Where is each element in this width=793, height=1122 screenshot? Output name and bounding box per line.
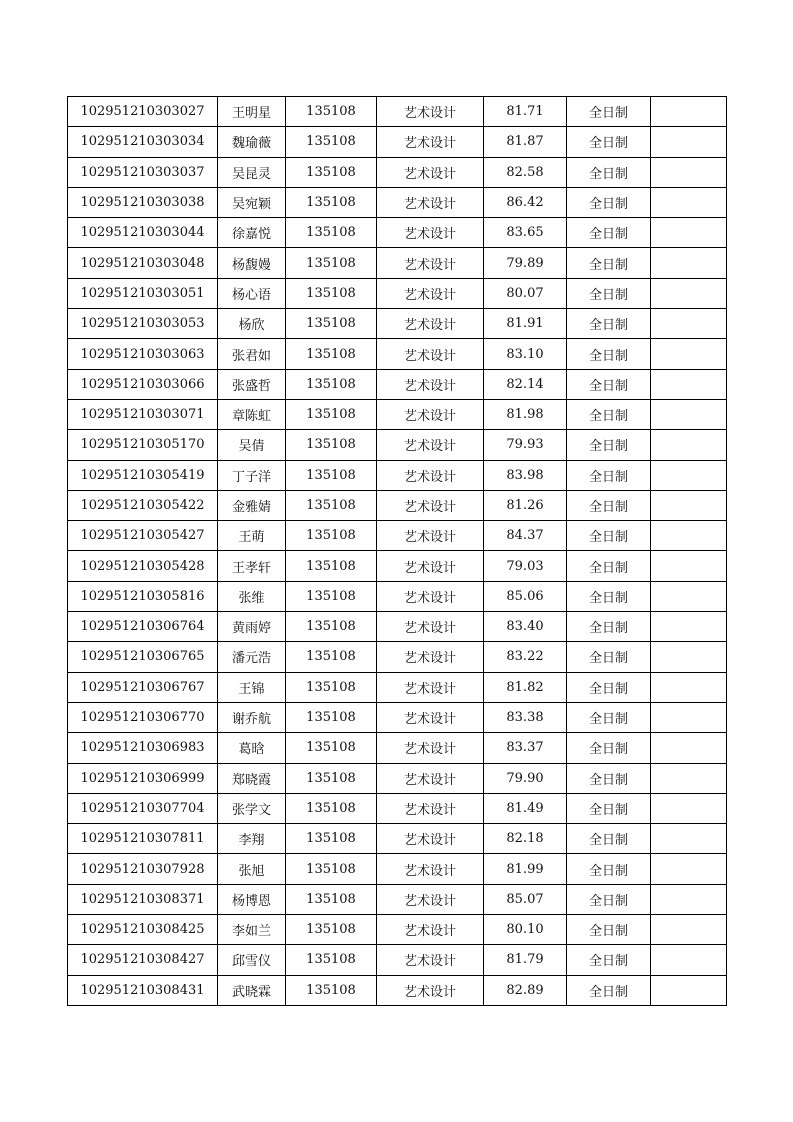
major-name-cell: 艺术设计 (377, 763, 484, 793)
major-name-cell: 艺术设计 (377, 157, 484, 187)
name-cell: 李翔 (218, 824, 286, 854)
exam-id-cell: 102951210308427 (68, 945, 218, 975)
exam-id-cell: 102951210303066 (68, 369, 218, 399)
score-cell: 79.89 (484, 248, 567, 278)
exam-id-cell: 102951210303034 (68, 127, 218, 157)
study-mode-cell: 全日制 (567, 278, 651, 308)
study-mode-cell: 全日制 (567, 551, 651, 581)
note-cell (651, 551, 727, 581)
name-cell: 李如兰 (218, 915, 286, 945)
major-code-cell: 135108 (286, 763, 377, 793)
name-cell: 金雅婧 (218, 490, 286, 520)
note-cell (651, 793, 727, 823)
major-name-cell: 艺术设计 (377, 248, 484, 278)
study-mode-cell: 全日制 (567, 581, 651, 611)
note-cell (651, 399, 727, 429)
exam-id-cell: 102951210306983 (68, 733, 218, 763)
score-cell: 81.82 (484, 672, 567, 702)
study-mode-cell: 全日制 (567, 854, 651, 884)
study-mode-cell: 全日制 (567, 733, 651, 763)
name-cell: 王萌 (218, 521, 286, 551)
exam-id-cell: 102951210305428 (68, 551, 218, 581)
major-code-cell: 135108 (286, 248, 377, 278)
score-cell: 83.22 (484, 642, 567, 672)
major-name-cell: 艺术设计 (377, 369, 484, 399)
score-cell: 81.79 (484, 945, 567, 975)
study-mode-cell: 全日制 (567, 127, 651, 157)
major-code-cell: 135108 (286, 369, 377, 399)
score-cell: 85.07 (484, 884, 567, 914)
score-cell: 79.93 (484, 430, 567, 460)
major-name-cell: 艺术设计 (377, 824, 484, 854)
study-mode-cell: 全日制 (567, 612, 651, 642)
table-row (68, 884, 727, 914)
major-code-cell: 135108 (286, 915, 377, 945)
note-cell (651, 884, 727, 914)
table-row (68, 733, 727, 763)
score-cell: 79.90 (484, 763, 567, 793)
table-row (68, 672, 727, 702)
major-name-cell: 艺术设计 (377, 642, 484, 672)
score-cell: 81.87 (484, 127, 567, 157)
major-code-cell: 135108 (286, 551, 377, 581)
major-name-cell: 艺术设计 (377, 612, 484, 642)
name-cell: 郑晓霞 (218, 763, 286, 793)
exam-id-cell: 102951210306764 (68, 612, 218, 642)
major-name-cell: 艺术设计 (377, 97, 484, 127)
name-cell: 谢乔航 (218, 702, 286, 732)
note-cell (651, 339, 727, 369)
note-cell (651, 581, 727, 611)
major-name-cell: 艺术设计 (377, 551, 484, 581)
note-cell (651, 369, 727, 399)
exam-id-cell: 102951210306765 (68, 642, 218, 672)
table-row (68, 824, 727, 854)
exam-id-cell: 102951210308431 (68, 975, 218, 1005)
table-row (68, 339, 727, 369)
exam-id-cell: 102951210306770 (68, 702, 218, 732)
exam-id-cell: 102951210308425 (68, 915, 218, 945)
major-name-cell: 艺术设计 (377, 521, 484, 551)
study-mode-cell: 全日制 (567, 490, 651, 520)
exam-id-cell: 102951210306999 (68, 763, 218, 793)
score-cell: 83.98 (484, 460, 567, 490)
study-mode-cell: 全日制 (567, 218, 651, 248)
major-name-cell: 艺术设计 (377, 127, 484, 157)
score-cell: 82.18 (484, 824, 567, 854)
major-code-cell: 135108 (286, 612, 377, 642)
major-code-cell: 135108 (286, 733, 377, 763)
table-row (68, 793, 727, 823)
note-cell (651, 672, 727, 702)
name-cell: 章陈虹 (218, 399, 286, 429)
table-row (68, 945, 727, 975)
exam-id-cell: 102951210308371 (68, 884, 218, 914)
study-mode-cell: 全日制 (567, 884, 651, 914)
note-cell (651, 733, 727, 763)
exam-id-cell: 102951210307928 (68, 854, 218, 884)
major-code-cell: 135108 (286, 218, 377, 248)
study-mode-cell: 全日制 (567, 187, 651, 217)
major-code-cell: 135108 (286, 278, 377, 308)
study-mode-cell: 全日制 (567, 369, 651, 399)
major-code-cell: 135108 (286, 430, 377, 460)
table-row (68, 975, 727, 1005)
major-code-cell: 135108 (286, 127, 377, 157)
table-row (68, 854, 727, 884)
major-code-cell: 135108 (286, 642, 377, 672)
note-cell (651, 490, 727, 520)
table-row (68, 399, 727, 429)
name-cell: 杨心语 (218, 278, 286, 308)
major-name-cell: 艺术设计 (377, 399, 484, 429)
exam-id-cell: 102951210303063 (68, 339, 218, 369)
score-cell: 83.40 (484, 612, 567, 642)
score-cell: 82.14 (484, 369, 567, 399)
major-code-cell: 135108 (286, 945, 377, 975)
note-cell (651, 309, 727, 339)
major-name-cell: 艺术设计 (377, 490, 484, 520)
major-name-cell: 艺术设计 (377, 945, 484, 975)
note-cell (651, 187, 727, 217)
major-name-cell: 艺术设计 (377, 854, 484, 884)
major-name-cell: 艺术设计 (377, 733, 484, 763)
name-cell: 吴宛颖 (218, 187, 286, 217)
major-name-cell: 艺术设计 (377, 884, 484, 914)
major-code-cell: 135108 (286, 854, 377, 884)
name-cell: 丁子洋 (218, 460, 286, 490)
score-cell: 81.49 (484, 793, 567, 823)
table-row (68, 278, 727, 308)
major-code-cell: 135108 (286, 97, 377, 127)
score-cell: 83.65 (484, 218, 567, 248)
study-mode-cell: 全日制 (567, 339, 651, 369)
note-cell (651, 157, 727, 187)
table-row (68, 915, 727, 945)
major-code-cell: 135108 (286, 157, 377, 187)
note-cell (651, 642, 727, 672)
score-cell: 84.37 (484, 521, 567, 551)
major-code-cell: 135108 (286, 884, 377, 914)
study-mode-cell: 全日制 (567, 399, 651, 429)
exam-id-cell: 102951210305427 (68, 521, 218, 551)
table-row (68, 612, 727, 642)
exam-id-cell: 102951210305816 (68, 581, 218, 611)
name-cell: 王锦 (218, 672, 286, 702)
note-cell (651, 430, 727, 460)
note-cell (651, 824, 727, 854)
major-name-cell: 艺术设计 (377, 218, 484, 248)
exam-id-cell: 102951210303044 (68, 218, 218, 248)
table-row (68, 430, 727, 460)
score-cell: 81.26 (484, 490, 567, 520)
major-name-cell: 艺术设计 (377, 460, 484, 490)
name-cell: 杨欣 (218, 309, 286, 339)
major-name-cell: 艺术设计 (377, 672, 484, 702)
name-cell: 潘元浩 (218, 642, 286, 672)
name-cell: 徐嘉悦 (218, 218, 286, 248)
major-code-cell: 135108 (286, 339, 377, 369)
note-cell (651, 278, 727, 308)
note-cell (651, 915, 727, 945)
note-cell (651, 612, 727, 642)
table-row (68, 581, 727, 611)
exam-id-cell: 102951210307811 (68, 824, 218, 854)
study-mode-cell: 全日制 (567, 309, 651, 339)
major-name-cell: 艺术设计 (377, 702, 484, 732)
study-mode-cell: 全日制 (567, 672, 651, 702)
score-cell: 82.89 (484, 975, 567, 1005)
admission-table (67, 96, 727, 1006)
note-cell (651, 218, 727, 248)
major-code-cell: 135108 (286, 672, 377, 702)
major-name-cell: 艺术设计 (377, 915, 484, 945)
score-cell: 81.98 (484, 399, 567, 429)
table-row (68, 218, 727, 248)
exam-id-cell: 102951210303038 (68, 187, 218, 217)
major-code-cell: 135108 (286, 399, 377, 429)
study-mode-cell: 全日制 (567, 248, 651, 278)
major-name-cell: 艺术设计 (377, 581, 484, 611)
major-code-cell: 135108 (286, 702, 377, 732)
score-cell: 83.10 (484, 339, 567, 369)
major-name-cell: 艺术设计 (377, 339, 484, 369)
score-cell: 81.71 (484, 97, 567, 127)
major-name-cell: 艺术设计 (377, 793, 484, 823)
exam-id-cell: 102951210305419 (68, 460, 218, 490)
major-name-cell: 艺术设计 (377, 187, 484, 217)
table-body (68, 97, 727, 1006)
table-row (68, 460, 727, 490)
exam-id-cell: 102951210307704 (68, 793, 218, 823)
name-cell: 杨馥嫚 (218, 248, 286, 278)
exam-id-cell: 102951210303071 (68, 399, 218, 429)
study-mode-cell: 全日制 (567, 915, 651, 945)
major-code-cell: 135108 (286, 793, 377, 823)
table-row (68, 551, 727, 581)
note-cell (651, 763, 727, 793)
name-cell: 张盛哲 (218, 369, 286, 399)
study-mode-cell: 全日制 (567, 97, 651, 127)
table-row (68, 127, 727, 157)
table-row (68, 521, 727, 551)
table-row (68, 763, 727, 793)
study-mode-cell: 全日制 (567, 975, 651, 1005)
name-cell: 吴昆灵 (218, 157, 286, 187)
exam-id-cell: 102951210305170 (68, 430, 218, 460)
note-cell (651, 702, 727, 732)
study-mode-cell: 全日制 (567, 521, 651, 551)
score-cell: 80.10 (484, 915, 567, 945)
score-cell: 81.99 (484, 854, 567, 884)
score-cell: 79.03 (484, 551, 567, 581)
score-cell: 83.37 (484, 733, 567, 763)
exam-id-cell: 102951210303048 (68, 248, 218, 278)
study-mode-cell: 全日制 (567, 763, 651, 793)
name-cell: 葛晗 (218, 733, 286, 763)
major-code-cell: 135108 (286, 187, 377, 217)
study-mode-cell: 全日制 (567, 157, 651, 187)
table-row (68, 490, 727, 520)
name-cell: 张维 (218, 581, 286, 611)
table-row (68, 157, 727, 187)
score-cell: 80.07 (484, 278, 567, 308)
name-cell: 王明星 (218, 97, 286, 127)
score-cell: 86.42 (484, 187, 567, 217)
note-cell (651, 975, 727, 1005)
note-cell (651, 97, 727, 127)
name-cell: 杨博恩 (218, 884, 286, 914)
major-code-cell: 135108 (286, 824, 377, 854)
major-code-cell: 135108 (286, 309, 377, 339)
score-cell: 85.06 (484, 581, 567, 611)
name-cell: 张旭 (218, 854, 286, 884)
note-cell (651, 945, 727, 975)
table-row (68, 642, 727, 672)
score-cell: 81.91 (484, 309, 567, 339)
note-cell (651, 854, 727, 884)
major-name-cell: 艺术设计 (377, 278, 484, 308)
note-cell (651, 248, 727, 278)
table-row (68, 369, 727, 399)
study-mode-cell: 全日制 (567, 702, 651, 732)
exam-id-cell: 102951210303053 (68, 309, 218, 339)
study-mode-cell: 全日制 (567, 793, 651, 823)
exam-id-cell: 102951210303027 (68, 97, 218, 127)
note-cell (651, 460, 727, 490)
name-cell: 张君如 (218, 339, 286, 369)
study-mode-cell: 全日制 (567, 945, 651, 975)
major-name-cell: 艺术设计 (377, 309, 484, 339)
table-row (68, 702, 727, 732)
study-mode-cell: 全日制 (567, 824, 651, 854)
name-cell: 吴倩 (218, 430, 286, 460)
score-cell: 82.58 (484, 157, 567, 187)
table-row (68, 97, 727, 127)
major-name-cell: 艺术设计 (377, 430, 484, 460)
exam-id-cell: 102951210305422 (68, 490, 218, 520)
note-cell (651, 127, 727, 157)
name-cell: 武晓霖 (218, 975, 286, 1005)
major-code-cell: 135108 (286, 581, 377, 611)
exam-id-cell: 102951210303051 (68, 278, 218, 308)
note-cell (651, 521, 727, 551)
major-code-cell: 135108 (286, 521, 377, 551)
major-code-cell: 135108 (286, 490, 377, 520)
major-code-cell: 135108 (286, 460, 377, 490)
name-cell: 张学文 (218, 793, 286, 823)
score-cell: 83.38 (484, 702, 567, 732)
exam-id-cell: 102951210303037 (68, 157, 218, 187)
name-cell: 王孝轩 (218, 551, 286, 581)
study-mode-cell: 全日制 (567, 642, 651, 672)
name-cell: 黄雨婷 (218, 612, 286, 642)
study-mode-cell: 全日制 (567, 430, 651, 460)
exam-id-cell: 102951210306767 (68, 672, 218, 702)
table-row (68, 309, 727, 339)
table-row (68, 248, 727, 278)
major-name-cell: 艺术设计 (377, 975, 484, 1005)
major-code-cell: 135108 (286, 975, 377, 1005)
name-cell: 邱雪仪 (218, 945, 286, 975)
name-cell: 魏瑜薇 (218, 127, 286, 157)
study-mode-cell: 全日制 (567, 460, 651, 490)
table-row (68, 187, 727, 217)
